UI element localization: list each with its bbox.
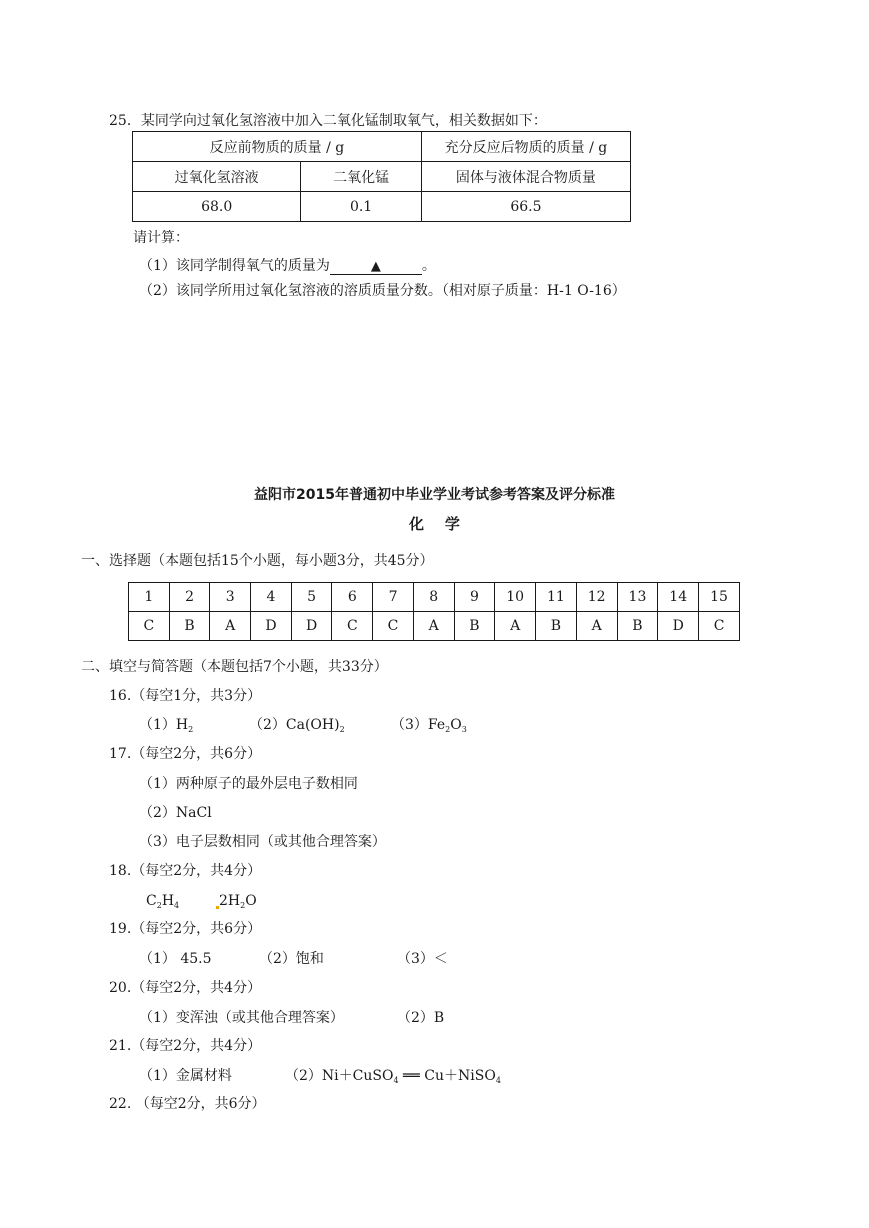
table-header-after: 充分反应后物质的质量 / g [421,132,630,162]
q18-heading: 18.（每空2分，共4分） [109,863,262,879]
formula-text: O [245,893,257,909]
mc-number: 14 [658,583,699,612]
subscript: 2 [445,725,451,734]
subscript: 4 [393,1076,399,1085]
mc-number: 6 [332,583,373,612]
formula-text: （2）Ni＋CuSO [285,1068,394,1084]
table-value-mno2: 0.1 [301,192,422,222]
q21-heading: 21.（每空2分，共4分） [109,1038,262,1054]
mc-number: 13 [617,583,658,612]
subscript: 2 [156,901,162,910]
mc-answer-row [129,612,740,641]
mc-number: 1 [129,583,170,612]
subject-title: 化 学 [409,515,460,533]
mc-answer: A [413,612,454,641]
subscript: 2 [188,725,194,734]
q20-heading: 20.（每空2分，共4分） [109,980,262,996]
mc-number: 10 [495,583,536,612]
q16-answer-1 [139,716,193,739]
q22-heading: 22. （每空2分，共6分） [109,1096,266,1112]
q25-sub1-text: （1）该同学制得氧气的质量为 [139,258,330,274]
q21-answer-1: （1）金属材料 [139,1068,232,1084]
mc-answer-table [128,582,740,641]
table-header-before: 反应前物质的质量 / g [133,132,422,162]
mc-answer: D [251,612,292,641]
q18-answer-2 [219,892,257,915]
table-value-h2o2: 68.0 [133,192,301,222]
formula-text: H [161,893,175,909]
subscript: 4 [174,901,180,910]
mc-answer: B [454,612,495,641]
mc-number: 8 [413,583,454,612]
mc-number-row [129,583,740,612]
table-value-mixture: 66.5 [421,192,630,222]
subscript: 2 [240,901,246,910]
formula-text: （3）Fe [391,717,446,733]
formula-text: （1）H [139,717,189,733]
q17-heading: 17.（每空2分，共6分） [109,746,262,762]
mc-number: 15 [699,583,740,612]
q16-heading: 16.（每空1分，共3分） [109,688,262,704]
q17-answer-2: （2）NaCl [139,805,212,821]
formula-text: O [450,717,462,733]
mc-answer: B [536,612,577,641]
mc-answer: C [129,612,170,641]
q17-answer-1: （1）两种原子的最外层电子数相同 [139,776,358,792]
q16-answer-3 [391,716,467,739]
mc-number: 9 [454,583,495,612]
q16-answer-2 [249,716,345,739]
q20-answer-2: （2）B [397,1010,445,1026]
q19-answer-1: （1） 45.5 [139,951,212,967]
mc-answer: A [210,612,251,641]
mc-number: 2 [169,583,210,612]
mc-number: 5 [291,583,332,612]
triangle-marker-icon: ▲ [370,259,381,274]
section1-heading: 一、选择题（本题包括15个小题，每小题3分，共45分） [81,553,434,569]
q21-answer-2 [285,1067,501,1090]
mc-number: 7 [373,583,414,612]
formula-text: 2H [219,893,241,909]
mc-number: 12 [576,583,617,612]
mc-answer: A [576,612,617,641]
section2-heading: 二、填空与简答题（本题包括7个小题，共33分） [81,659,388,675]
mc-answer: C [373,612,414,641]
mc-answer: C [332,612,373,641]
q25-data-table [132,131,631,222]
q19-heading: 19.（每空2分，共6分） [109,921,262,937]
formula-text: C [146,893,157,909]
mc-number: 4 [251,583,292,612]
table-col-mixture: 固体与液体混合物质量 [421,162,630,192]
mc-answer: A [495,612,536,641]
mc-answer: B [617,612,658,641]
q18-answer-1 [146,892,179,915]
subscript: 3 [461,725,467,734]
formula-text: （2）Ca(OH) [249,717,340,733]
q25-sub1-end: 。 [421,258,436,274]
mc-answer: D [658,612,699,641]
subscript: 2 [339,725,345,734]
q25-stem: 25．某同学向过氧化氢溶液中加入二氧化锰制取氧气，相关数据如下： [109,113,547,129]
mc-number: 11 [536,583,577,612]
answer-key-title: 益阳市2015年普通初中毕业学业考试参考答案及评分标准 [254,487,615,503]
table-col-mno2: 二氧化锰 [301,162,422,192]
subscript: 4 [495,1076,501,1085]
mc-answer: C [699,612,740,641]
calc-prompt: 请计算： [133,230,189,246]
formula-text: ══ Cu＋NiSO [398,1068,496,1084]
q19-answer-2: （2）饱和 [259,951,324,967]
q25-sub2: （2）该同学所用过氧化氢溶液的溶质质量分数。（相对原子质量：H-1 O-16） [139,283,626,299]
q20-answer-1: （1）变浑浊（或其他合理答案） [139,1010,344,1026]
answer-blank [330,259,422,275]
q19-answer-3: （3）＜ [397,951,448,967]
mc-answer: D [291,612,332,641]
mc-answer: B [169,612,210,641]
q17-answer-3: （3）电子层数相同（或其他合理答案） [139,834,386,850]
table-col-h2o2: 过氧化氢溶液 [133,162,301,192]
mc-number: 3 [210,583,251,612]
q25-sub1 [139,257,436,275]
